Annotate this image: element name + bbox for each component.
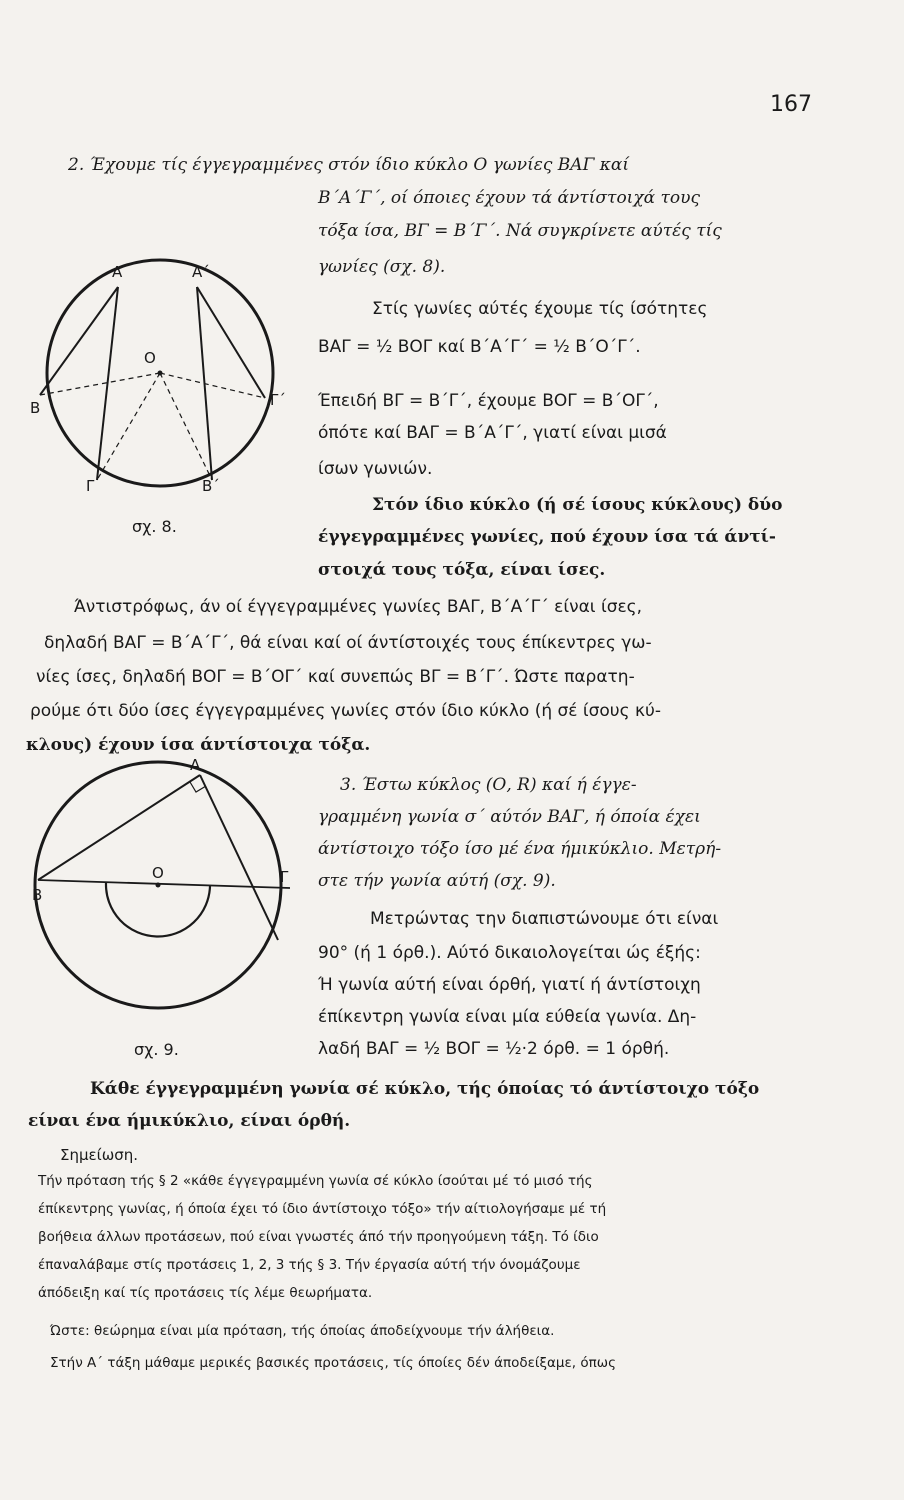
fig8-label-O: Ο — [144, 349, 156, 367]
note-line-2: έπίκεντρης γωνίας, ή όποία έχει τό ίδιο άντίστοιχο τόξο» τήν αίτιολογήσαμε μέ τή — [38, 1201, 607, 1217]
figure-9-caption: σχ. 9. — [134, 1040, 179, 1059]
item2-line-2: Β΄Α΄Γ΄, οί όποιες έχουν τά άντίστοιχά τους — [318, 188, 701, 208]
fig8-center-point — [158, 371, 163, 376]
fig9-center-point — [156, 883, 161, 888]
item3-line-1: 3. Έστω κύκλος (Ο, R) καί ή έγγε- — [340, 775, 637, 795]
note-title: Σημείωση. — [60, 1146, 139, 1164]
item3-body-2: 90° (ή 1 όρθ.). Αύτό δικαιολογείται ώς έξής: — [318, 943, 701, 963]
item2-body-5: ίσων γωνιών. — [318, 459, 433, 479]
fig9-chord-BA — [38, 775, 200, 880]
item2-body-1: Στίς γωνίες αύτές έχουμε τίς ίσότητες — [372, 299, 708, 319]
fig8-label-G2: Γ΄ — [270, 391, 286, 409]
fig9-chord-AG — [200, 775, 278, 940]
fig8-radius-OB — [40, 373, 160, 395]
figure-9 — [28, 750, 318, 1040]
fig9-straight-angle-arc — [106, 883, 210, 937]
converse-line-2: δηλαδή ΒΑΓ = Β΄Α΄Γ΄, θά είναι καί οί άντίστοιχές τους έπίκεντρες γω- — [44, 633, 652, 653]
note-line-5: άπόδειξη καί τίς προτάσεις τίς λέμε θεωρήματα. — [38, 1285, 373, 1301]
rule-1-line-1: Στόν ίδιο κύκλο (ή σέ ίσους κύκλους) δύο — [372, 495, 783, 515]
item3-body-4: έπίκεντρη γωνία είναι μία εύθεία γωνία. Δη- — [318, 1007, 697, 1027]
figure-8 — [30, 255, 300, 515]
figure-8-caption: σχ. 8. — [132, 517, 177, 536]
item3-body-3: Ή γωνία αύτή είναι όρθή, γιατί ή άντίστοιχη — [318, 975, 701, 995]
fig8-label-A: Α — [112, 263, 123, 281]
item3-body-5: λαδή ΒΑΓ = ½ ΒΟΓ = ½·2 όρθ. = 1 όρθή. — [318, 1039, 670, 1059]
fig9-label-B: Β — [32, 886, 43, 904]
converse-line-1: Άντιστρόφως, άν οί έγγεγραμμένες γωνίες ΒΑΓ, Β΄Α΄Γ΄ είναι ίσες, — [74, 597, 643, 617]
converse-line-4: ρούμε ότι δύο ίσες έγγεγραμμένες γωνίες στόν ίδιο κύκλο (ή σέ ίσους κύ- — [30, 701, 662, 721]
item2-body-2: ΒΑΓ = ½ ΒΟΓ καί Β΄Α΄Γ΄ = ½ Β΄Ο΄Γ΄. — [318, 337, 641, 357]
note-line-6: Ώστε: θεώρημα είναι μία πρόταση, τής όποίας άποδείχνουμε τήν άλήθεια. — [50, 1323, 555, 1339]
converse-line-5: κλους) έχουν ίσα άντίστοιχα τόξα. — [26, 735, 371, 755]
fig8-label-B2: Β΄ — [202, 477, 220, 495]
fig8-label-B: Β — [30, 399, 41, 417]
rule-1-line-2: έγγεγραμμένες γωνίες, πού έχουν ίσα τά άντί- — [318, 527, 776, 547]
item3-line-3: άντίστοιχο τόξο ίσο μέ ένα ήμικύκλιο. Μετρή- — [318, 839, 722, 859]
page-number: 167 — [770, 92, 812, 117]
item2-line-1: 2. Έχουμε τίς έγγεγραμμένες στόν ίδιο κύκλο Ο γωνίες ΒΑΓ καί — [68, 155, 630, 175]
rule-1-line-3: στοιχά τους τόξα, είναι ίσες. — [318, 560, 606, 580]
item2-line-4: γωνίες (σχ. 8). — [318, 257, 446, 277]
fig8-label-G: Γ — [86, 477, 95, 495]
item2-body-4: όπότε καί ΒΑΓ = Β΄Α΄Γ΄, γιατί είναι μισά — [318, 423, 667, 443]
fig9-label-O: Ο — [152, 864, 164, 882]
fig8-radius-OG2 — [160, 373, 265, 398]
fig8-chord-AG — [97, 287, 118, 480]
converse-line-3: νίες ίσες, δηλαδή ΒΟΓ = Β΄ΟΓ΄ καί συνεπώς ΒΓ = Β΄Γ΄. Ώστε παρατη- — [36, 667, 635, 687]
item3-line-4: στε τήν γωνία αύτή (σχ. 9). — [318, 871, 556, 891]
fig9-label-A: Α — [190, 756, 201, 774]
item2-body-3: Έπειδή ΒΓ = Β΄Γ΄, έχουμε ΒΟΓ = Β΄ΟΓ΄, — [318, 391, 659, 411]
note-line-7: Στήν Α΄ τάξη μάθαμε μερικές βασικές προτάσεις, τίς όποίες δέν άποδείξαμε, όπως — [50, 1355, 617, 1371]
fig8-chord-A2G2 — [197, 287, 265, 398]
item2-line-3: τόξα ίσα, ΒΓ = Β΄Γ΄. Νά συγκρίνετε αύτές τίς — [318, 221, 722, 241]
rule-2-line-1: Κάθε έγγεγραμμένη γωνία σέ κύκλο, τής όποίας τό άντίστοιχο τόξο — [90, 1079, 760, 1099]
item3-line-2: γραμμένη γωνία σ΄ αύτόν ΒΑΓ, ή όποία έχει — [318, 807, 701, 827]
fig9-label-G: Γ — [280, 868, 289, 886]
item3-body-1: Μετρώντας την διαπιστώνουμε ότι είναι — [370, 909, 719, 929]
note-line-1: Τήν πρόταση τής § 2 «κάθε έγγεγραμμένη γωνία σέ κύκλο ίσούται μέ τό μισό τής — [38, 1173, 593, 1189]
rule-2-line-2: είναι ένα ήμικύκλιο, είναι όρθή. — [28, 1111, 351, 1131]
note-line-4: έπαναλάβαμε στίς προτάσεις 1, 2, 3 τής § 3. Τήν έργασία αύτή τήν όνομάζουμε — [38, 1257, 581, 1273]
note-line-3: βοήθεια άλλων προτάσεων, πού είναι γνωστές άπό τήν προηγούμενη τάξη. Τό ίδιο — [38, 1229, 599, 1245]
fig8-label-A2: Α΄ — [192, 263, 210, 281]
